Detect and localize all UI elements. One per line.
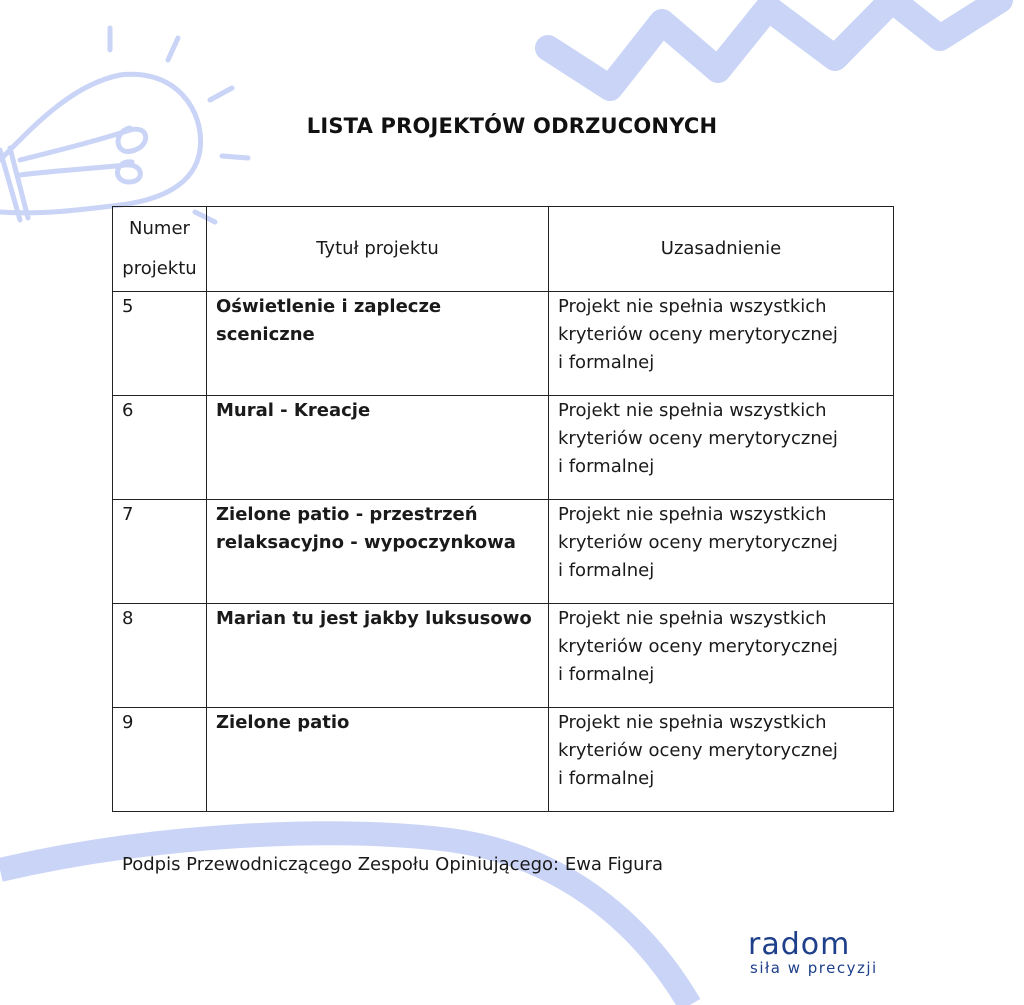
wave-decoration	[548, 0, 1000, 88]
table-row	[113, 292, 894, 396]
header-number-line2: projektu	[122, 258, 197, 279]
project-number: 9	[113, 708, 207, 812]
justification-line: kryteriów oceny merytorycznej	[558, 532, 838, 553]
project-number: 8	[113, 604, 207, 708]
justification-line: kryteriów oceny merytorycznej	[558, 740, 838, 761]
project-justification	[549, 292, 894, 396]
table-row	[113, 396, 894, 500]
project-title	[207, 292, 549, 396]
justification-line: i formalnej	[558, 768, 655, 789]
table-header-row	[113, 207, 894, 292]
justification-line: Projekt nie spełnia wszystkich	[558, 608, 827, 629]
project-title-line: Oświetlenie i zaplecze sceniczne	[216, 296, 442, 345]
header-number-line1: Numer	[129, 218, 190, 239]
logo-wordmark: radom	[748, 927, 851, 962]
project-number: 5	[113, 292, 207, 396]
header-justification: Uzasadnienie	[549, 207, 894, 292]
project-title	[207, 708, 549, 812]
justification-line: i formalnej	[558, 352, 655, 373]
project-justification	[549, 396, 894, 500]
table-row	[113, 708, 894, 812]
project-justification	[549, 708, 894, 812]
table-row	[113, 604, 894, 708]
justification-line: Projekt nie spełnia wszystkich	[558, 504, 827, 525]
project-title-line: Zielone patio	[216, 712, 350, 733]
project-title-line: Mural - Kreacje	[216, 400, 371, 421]
justification-line: kryteriów oceny merytorycznej	[558, 324, 838, 345]
justification-line: Projekt nie spełnia wszystkich	[558, 296, 827, 317]
justification-line: i formalnej	[558, 664, 655, 685]
table-row	[113, 500, 894, 604]
logo-tagline: siła w precyzji	[750, 959, 878, 977]
rejected-projects-table	[112, 206, 894, 812]
radom-logo	[748, 928, 908, 980]
justification-line: Projekt nie spełnia wszystkich	[558, 712, 827, 733]
document-title: LISTA PROJEKTÓW ODRZUCONYCH	[306, 114, 718, 138]
project-justification	[549, 500, 894, 604]
project-number: 6	[113, 396, 207, 500]
project-title	[207, 604, 549, 708]
project-title-line: Marian tu jest jakby luksusowo	[216, 608, 532, 629]
justification-line: kryteriów oceny merytorycznej	[558, 428, 838, 449]
project-title-line: Zielone patio - przestrzeń	[216, 504, 478, 525]
project-title	[207, 500, 549, 604]
justification-line: i formalnej	[558, 560, 655, 581]
justification-line: kryteriów oceny merytorycznej	[558, 636, 838, 657]
header-title: Tytuł projektu	[207, 207, 549, 292]
project-title	[207, 396, 549, 500]
header-number	[113, 207, 207, 292]
signature-line: Podpis Przewodniczącego Zespołu Opiniującego: Ewa Figura	[122, 854, 663, 875]
justification-line: Projekt nie spełnia wszystkich	[558, 400, 827, 421]
justification-line: i formalnej	[558, 456, 655, 477]
project-title-line: relaksacyjno - wypoczynkowa	[216, 532, 516, 553]
project-justification	[549, 604, 894, 708]
project-number: 7	[113, 500, 207, 604]
